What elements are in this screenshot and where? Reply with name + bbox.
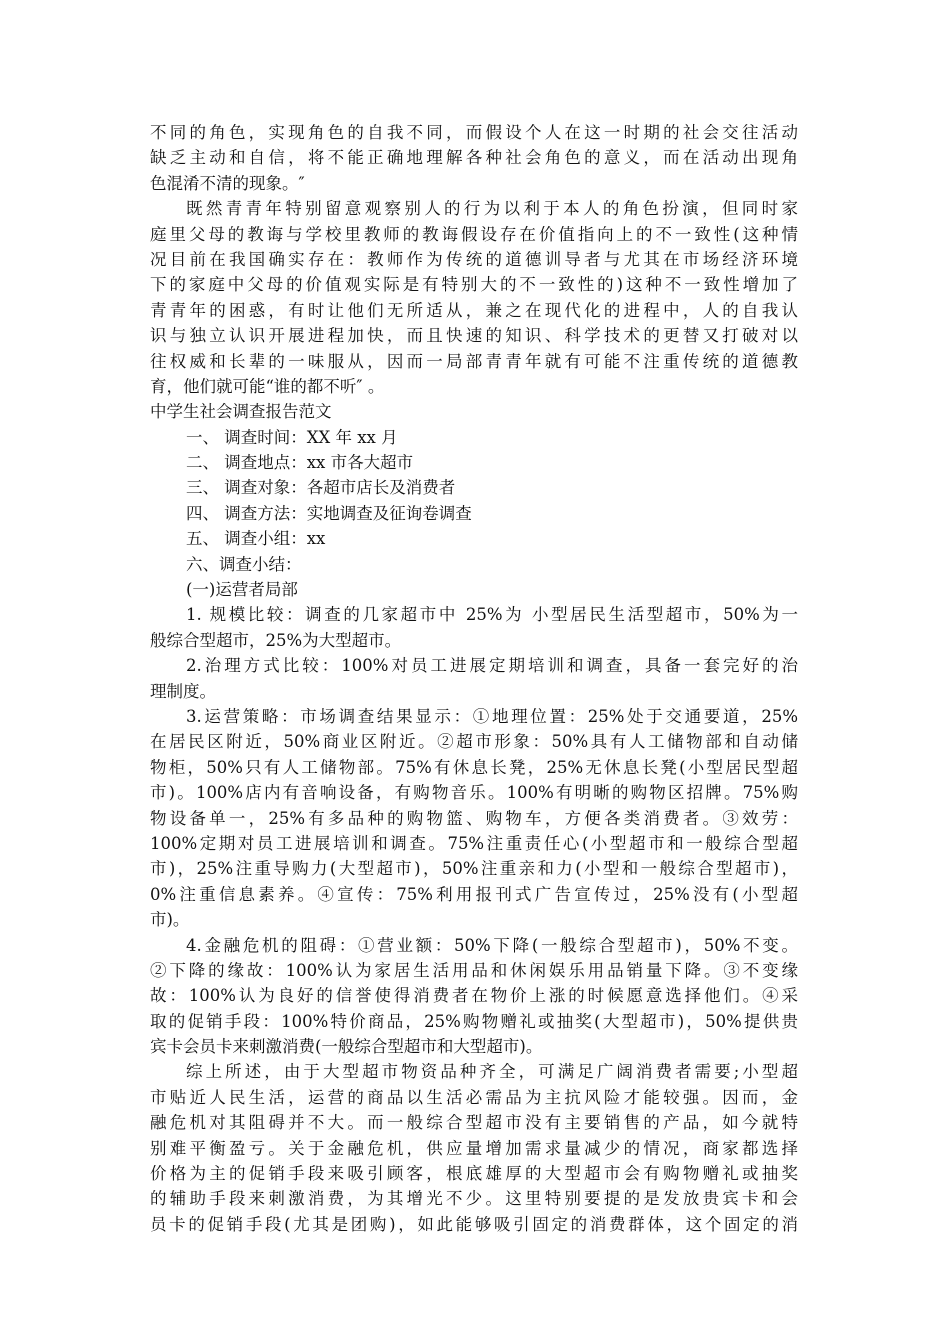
text-line: 市贴近人民生活，运营的商品以生活必需品为主抗风险才能较强。因而，金 [150,1087,798,1107]
text-line: 缺乏主动和自信，将不能正确地理解各种社会角色的意义，而在活动出现角 [150,148,798,168]
text-line: 般综合型超市，25%为大型超市。 [150,630,402,650]
text-line: 别难平衡盈亏。关于金融危机，供应量增加需求量减少的情况，商家都选择 [150,1138,798,1158]
text-line: 庭里父母的教诲与学校里教师的教诲假设存在价值指向上的不一致性(这种情 [150,224,798,244]
text-line: 1. 规模比较：调查的几家超市中 25%为 小型居民生活型超市，50%为一 [186,605,798,625]
text-line: 市)。100%店内有音响设备，有购物音乐。100%有明晰的购物区招牌。75%购 [150,783,798,803]
document-page [150,120,798,1237]
text-line: 一、 调查时间：XX 年 xx 月 [186,427,398,447]
text-line: 六、调查小结： [186,554,302,574]
text-line: 物柜，50%只有人工储物部。75%有休息长凳，25%无休息长凳(小型居民型超 [150,757,798,777]
text-line: 融危机对其阻碍并不大。而一般综合型超市没有主要销售的产品，如今就特 [150,1113,798,1133]
text-line: 色混淆不清的现象。″ [150,173,305,193]
text-line: 员卡的促销手段(尤其是团购)，如此能够吸引固定的消费群体，这个固定的消 [150,1214,798,1234]
text-line: 五、 调查小组：xx [186,529,326,549]
text-line: 况目前在我国确实存在：教师作为传统的道德训导者与尤其在市场经济环境 [150,249,798,269]
text-line: (一)运营者局部 [186,580,298,600]
text-line: 四、 调查方法：实地调查及征询卷调查 [186,503,472,523]
text-line: 在居民区附近，50%商业区附近。②超市形象：50%具有人工储物部和自动储 [150,732,798,752]
text-line: ②下降的缘故：100%认为家居生活用品和休闲娱乐用品销量下降。③不变缘 [150,960,798,980]
text-line: 理制度。 [150,681,216,701]
text-line: 取的促销手段：100%特价商品，25%购物赠礼或抽奖(大型超市)，50%提供贵 [150,1011,798,1031]
text-line: 4.金融危机的阻碍：①营业额：50%下降(一般综合型超市)，50%不变。 [186,935,798,955]
text-line: 三、 调查对象：各超市店长及消费者 [186,478,456,498]
text-line: 市)。 [150,910,190,930]
text-line: 0%注重信息素养。④宣传：75%利用报刊式广告宣传过，25%没有(小型超 [150,884,798,904]
text-line: 故：100%认为良好的信誉使得消费者在物价上涨的时候愿意选择他们。④采 [150,986,798,1006]
text-line: 不同的角色，实现角色的自我不同，而假设个人在这一时期的社会交往活动 [150,123,798,142]
text-line: 综上所述，由于大型超市物资品种齐全，可满足广阔消费者需要;小型超 [186,1062,798,1082]
text-line: 100%定期对员工进展培训和调查。75%注重责任心(小型超市和一般综合型超 [150,833,798,853]
text-line: 价格为主的促销手段来吸引顾客，根底雄厚的大型超市会有购物赠礼或抽奖 [150,1164,798,1184]
text-line: 3.运营策略：市场调查结果显示：①地理位置：25%处于交通要道，25% [186,706,798,726]
text-line: 市)，25%注重导购力(大型超市)，50%注重亲和力(小型和一般综合型超市)， [150,859,798,879]
text-line: 宾卡会员卡来刺激消费(一般综合型超市和大型超市)。 [150,1037,543,1057]
text-line: 青青年的困惑，有时让他们无所适从，兼之在现代化的进程中，人的自我认 [150,300,798,320]
text-line: 中学生社会调查报告范文 [150,402,332,422]
text-line: 的辅助手段来刺激消费，为其增光不少。这里特别要提的是发放贵宾卡和会 [150,1189,798,1209]
text-line: 物设备单一，25%有多品种的购物篮、购物车，方便各类消费者。③效劳： [150,808,798,828]
text-line: 2.治理方式比较：100%对员工进展定期培训和调查，具备一套完好的治 [186,656,798,676]
text-line: 既然青青年特别留意观察别人的行为以利于本人的角色扮演，但同时家 [186,199,798,219]
text-line: 二、 调查地点：xx 市各大超市 [186,453,414,473]
text-line: 识与独立认识开展进程加快，而且快速的知识、科学技术的更替又打破对以 [150,326,798,346]
text-line: 下的家庭中父母的价值观实际是有特别大的不一致性的)这种不一致性增加了 [150,275,798,295]
text-line: 往权威和长辈的一味服从，因而一局部青青年就有可能不注重传统的道德教 [150,351,798,371]
text-line: 育，他们就可能“谁的都不听″ 。 [150,376,385,396]
